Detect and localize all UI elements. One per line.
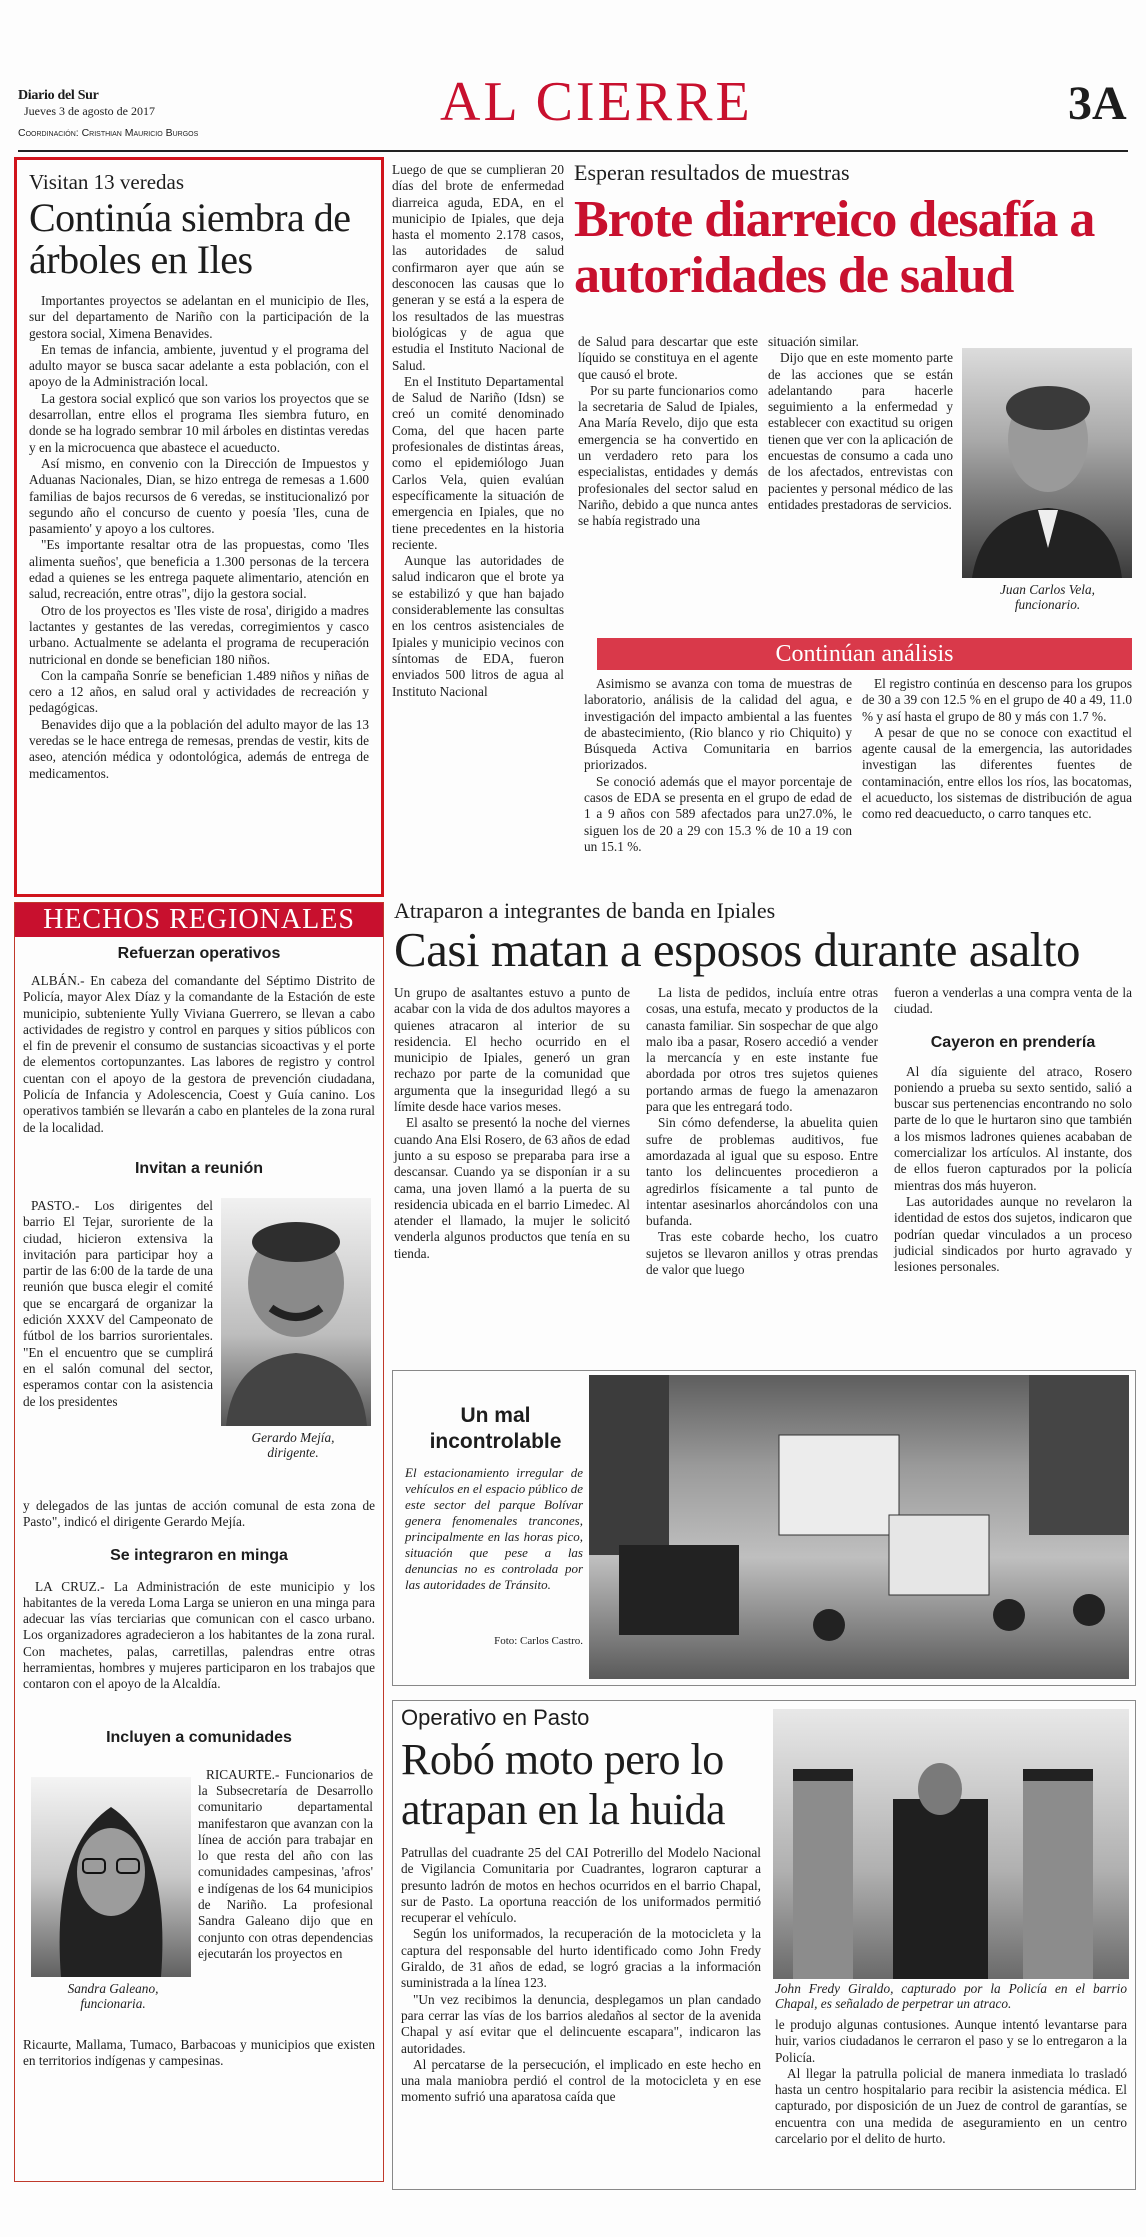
analisis-left-paragraph: Asimismo se avanza con toma de muestras de laboratorio, análisis de la calidad del agua, e investigación del impacto ambiental a las fuentes de abastecimiento, (Rio blanco y rio Chiquito) y Búsqueda Activa Comunitaria en barrios priorizados.: [584, 676, 852, 773]
capture-illustration: [773, 1709, 1129, 1979]
regionales-banner-text: HECHOS REGIONALES: [43, 904, 355, 935]
mal-title: Un mal incontrolable: [429, 1404, 562, 1453]
asalto-c3-paragraph: fueron a venderlas a una compra venta de la ciudad.: [894, 985, 1132, 1017]
portrait-illustration: [962, 348, 1132, 578]
asalto-c2-paragraph: Tras este cobarde hecho, los cuatro sujetos se llevaron anillos y otras prendas de valor que luego: [646, 1229, 878, 1278]
asalto-c1-paragraph: Un grupo de asaltantes estuvo a punto de acabar con la vida de dos adultos mayores a quienes atracaron al interior de su residencia. El hecho ocurrido en el municipio de Ipiales, generó un gran rechazo por parte de la comunidad que argumenta que la inseguridad llegó a su límite desde hace varios meses.: [394, 985, 630, 1115]
brote-col2: [578, 334, 758, 530]
analisis-banner: [597, 638, 1132, 670]
minga-title: Se integraron en minga: [110, 1546, 288, 1564]
mejia-caption: Gerardo Mejía, dirigente.: [251, 1429, 335, 1460]
mal-text: El estacionamiento irregular de vehículos en el espacio público de este sector del parque Bolívar genera fenomenales trancones, principalmente en las horas pico, situación que pese a las denuncias no es controlada por las autoridades de Tránsito.: [405, 1465, 583, 1592]
invitan-title: Invitan a reunión: [134, 1159, 263, 1177]
traffic-illustration: [589, 1375, 1129, 1679]
asalto-c1-paragraph: El asalto se presentó la noche del viernes cuando Ana Elsi Rosero, de 63 años de edad junto a su esposo se preparaba para irse a descansar. Cuando ya se disponían ir a su cama, una joven llamó a la puerta de su residencia ubicada en el barrio Limedec. Al atender el llamado, la mujer le solicitó venderla algunos productos que tenía en su tienda.: [394, 1115, 630, 1261]
regionales-banner: [15, 903, 383, 937]
moto-paragraph: Al percatarse de la persecución, el implicado en este hecho en una mala maniobra perdió el control de la motocicleta y en ese momento sufrió una aparatosa caída que: [401, 2056, 761, 2105]
iles-paragraph: La gestora social explicó que son varios los proyectos que se desarrollan, entre ellos el programa Iles siembra futuro, en donde se ha logrado sembrar 10 mil árboles en distintas veredas y en la microcuenca que abastece el acueducto.: [29, 390, 369, 455]
brote-kicker: Esperan resultados de muestras: [574, 160, 850, 185]
invitan-text: PASTO.- Los dirigentes del barrio El Tejar, suroriente de la ciudad, hicieron extensiva la invitación para participar hoy a partir de las 6:00 de la tarde de una reunión que busca elegir el comité que se encargará de organizar la edición XXXV del Campeonato de fútbol de los barrios surorientales. "En el encuentro que se cumplirá en el salón comunal del sector, esperamos contar con la asistencia de los presidentes: [23, 1197, 213, 1409]
iles-paragraph: "Es importante resaltar otra de las propuestas, como 'Iles alimenta sueños', que beneficia a 1.300 personas de la tercera edad a quienes se les entrega paquete alimentario, atención en salud, recreación, entre otras", dijo la gestora social.: [29, 537, 369, 602]
prenderia-subhead: Cayeron en prendería: [930, 1033, 1096, 1051]
portrait-illustration-2: [221, 1198, 371, 1426]
brote-c2-paragraph: de Salud para descartar que este líquido se constituya en el agente que causó el brote.: [578, 334, 758, 382]
masthead: [18, 88, 248, 148]
galeano-caption: Sandra Galeano, funcionaria.: [67, 1980, 159, 2011]
iles-paragraph: Importantes proyectos se adelantan en el municipio de Iles, sur del departamento de Nariño con la participación de la gestora social, Ximena Benavides.: [29, 293, 369, 341]
brote-col3: [768, 334, 953, 513]
brote-c1-paragraph: En el Instituto Departamental de Salud de Nariño (Idsn) se creó un comité denominado Coma, del que hacen parte profesionales de distintas áreas, como el epidemiólogo Juan Carlos Vela, quien evalúan específicamente la situación de emergencia en Ipiales, que no tiene precedentes en la historia reciente.: [392, 373, 564, 552]
moto-paragraph: Patrullas del cuadrante 25 del CAI Potrerillo del Modelo Nacional de Vigilancia Comunitaria por Cuadrantes, lograron capturar a presunto ladrón de motos en hechos ocurridos en el barrio Chapal, sur de Pasto. La oportuna reacción de los uniformados permitió recuperar el vehículo.: [401, 1845, 761, 1926]
iles-paragraph: Así mismo, en convenio con la Dirección de Impuestos y Aduanas Nacionales, Dian, se hizo entrega de remesas a 1.600 familias de bajos recursos de 6 veredas, se institucionalizó por segundo año el concurso de cuento y poesía 'Iles, cuna de pasamiento' y apoyo a los cultores.: [29, 455, 369, 537]
capture-photo: [773, 1709, 1129, 1979]
asalto-c3b-paragraph: Las autoridades aunque no revelaron la identidad de estos dos sujetos, indicaron que podrían quedar vinculados a un proceso judicial sindicados por hurto agravado y lesiones personales.: [894, 1193, 1132, 1275]
brote-headline: Brote diarreico desafía a autoridades de salud: [574, 191, 1095, 304]
issue-date: Jueves 3 de agosto de 2017: [24, 104, 155, 118]
comunidades-text-cont: Ricaurte, Mallama, Tumaco, Barbacoas y municipios que existen en territorios indígenas y campesinas.: [23, 2036, 375, 2068]
moto-kicker: Operativo en Pasto: [401, 1705, 590, 1730]
portrait-illustration-3: [31, 1777, 191, 1977]
iles-article: [14, 157, 384, 897]
moto-r-paragraph: le produjo algunas contusiones. Aunque intentó levantarse para huir, varios ciudadanos le cerraron el paso y se lo entregaron a la Policía.: [775, 2017, 1127, 2065]
header-rule: [18, 150, 1128, 152]
iles-paragraph: Benavides dijo que a la población del adulto mayor de las 13 veredas se le hace entrega de remesas, prendas de vestir, kits de aseo, atención médica y odontológica, además de entrega de medicamentos.: [29, 716, 369, 781]
asalto-col2: [646, 985, 878, 1278]
vela-caption: Juan Carlos Vela, funcionario.: [1000, 582, 1095, 612]
asalto-c3b-paragraph: Al día siguiente del atraco, Rosero poniendo a prueba su sexto sentido, salió a buscar sus pertenencias encontrando no solo parte de lo que le hurtaron sino que también a los mismos ladrones quienes acababan de comercializar los artículos. Al instante, dos de ellos fueron capturados por la policía mientras dos más huyeron.: [894, 1063, 1132, 1193]
comunidades-text: RICAURTE.- Funcionarios de la Subsecretaría de Desarrollo comunitario departamental manifestaron que avanzan con la línea de acción para trabajar en lo que resta del año con las comunidades campesinas, 'afros' e indígenas de los 64 municipios de Nariño. La profesional Sandra Galeano dijo que en conjunto con otras dependencias ejecutarán los proyectos en: [198, 1766, 373, 1961]
moto-headline: Robó moto pero lo atrapan en la huida: [401, 1735, 726, 1834]
iles-paragraph: Con la campaña Sonríe se benefician 1.489 niños y niñas de cero a 12 años, en salud oral y actividades de recreación y pedagógicas.: [29, 667, 369, 716]
moto-paragraph: "Un vez recibimos la denuncia, desplegamos un plan candado para cerrar las vías de los barrios aledaños al sector de la avenida Chapal y así evitar que el delincuente escapara", indicaron las autoridades.: [401, 1991, 761, 2056]
analisis-left-paragraph: Se conoció además que el mayor porcentaje de casos de EDA se presenta en el grupo de edad de 1 a 9 años con 589 afectados para un27.0%, le siguen los de 20 a 29 con 15.3 % de 10 a 19 con un 15.1 %.: [584, 773, 852, 854]
iles-headline: Continúa siembra de árboles en Iles: [29, 195, 351, 282]
sandra-galeano-photo: [31, 1777, 191, 1977]
refuerzan-text: ALBÁN.- En cabeza del comandante del Séptimo Distrito de Policía, mayor Alex Díaz y la comandante de la Estación de este municipio, subteniente Yully Viviana Guerrero, se llevan a cabo actividades de registro y control en parques y sitios públicos con el fin de prevenir el consumo de sustancias sicoactivas y el porte de elementos cortopunzantes. Las labores de registro y control cuentan con el apoyo de la gestora de prevención ciudadana, Policía de Infancia y Adolescencia, Coest y Guía canino. Los operativos también se llevarán a cabo en planteles de la zona rural de la localidad.: [23, 973, 375, 1135]
iles-body: [29, 293, 369, 782]
asalto-c2-paragraph: Sin cómo defenderse, la abuelita quien sufre de problemas auditivos, fue amordazada al igual que su esposo. Entre tanto los delincuentes procedieron a agredirlos físicamente a tal punto de intentar asesinarlos ahorcándolos con una bufanda.: [646, 1115, 878, 1229]
coordinator: Coordinación: Cristhian Mauricio Burgos: [18, 127, 199, 139]
asalto-c2-paragraph: La lista de pedidos, incluía entre otras cosas, una estufa, mecato y productos de la canasta familiar. Sin sospechar de que algo malo iba a pasar, Rosero accedió a vender la mercancía y en este instante fue abordada por otros tres sujetos quienes portando armas de fuego la amenazaron para que les entregará todo.: [646, 985, 878, 1115]
asalto-kicker: Atraparon a integrantes de banda en Ipiales: [394, 898, 776, 923]
mal-credit: Foto: Carlos Castro.: [494, 1635, 583, 1647]
analisis-right-paragraph: A pesar de que no se conoce con exactitud el agente causal de la emergencia, las autoridades investigan las diferentes fuentes de contaminación, entre ellos los ríos, las bocatomas, el acueducto, los sistemas de distribución de agua como red deacueducto, o carro tanques etc.: [862, 724, 1132, 822]
analisis-left: [584, 676, 852, 855]
iles-paragraph: En temas de infancia, ambiente, juventud y el programa del adulto mayor se busca sacar adelante a esta población, con el apoyo de la Administración local.: [29, 341, 369, 390]
invitan-text-cont: y delegados de las juntas de acción comunal de esta zona de Pasto", indicó el dirigente Gerardo Mejía.: [23, 1497, 375, 1530]
juan-carlos-vela-photo: [962, 348, 1132, 578]
iles-kicker: Visitan 13 veredas: [29, 170, 185, 194]
brote-c2-paragraph: Por su parte funcionarios como la secretaria de Salud de Ipiales, Ana María Revelo, dijo que esta emergencia se ha convertido en un verdadero reto para los especialistas, entidades y demás profesionales del sector salud en Nariño, debido a que nunca antes se había registrado una: [578, 382, 758, 529]
mal-incontrolable-box: [392, 1370, 1136, 1686]
paper-logo: Diario del Sur: [18, 88, 99, 103]
brote-c1-paragraph: Luego de que se cumplieran 20 días del brote de enfermedad diarreica aguda, EDA, en el municipio de Ipiales, que deja hasta el momento 2.178 casos, las autoridades de salud confirmaron ayer que aún se desconocen las causas que lo generan y se está a la espera de los resultados de las muestras biológicas y de agua que estudia el Instituto Nacional de Salud.: [392, 162, 564, 373]
brote-col1: [392, 162, 564, 897]
analisis-right-paragraph: El registro continúa en descenso para los grupos de 30 a 39 con 12.5 % en el grupo de 40 a 49, 11.0 % y así hasta el grupo de 80 y más con 1.7 %.: [862, 676, 1132, 724]
analisis-title: Continúan análisis: [775, 641, 954, 667]
gerardo-mejia-photo: [221, 1198, 371, 1426]
section-title: AL CIERRE: [440, 71, 753, 133]
asalto-headline: Casi matan a esposos durante asalto: [394, 922, 1081, 977]
page-number: 3A: [1068, 77, 1127, 130]
moto-caption: John Fredy Giraldo, capturado por la Policía en el barrio Chapal, es señalado de perpetrar un atraco.: [775, 1981, 1127, 2011]
analisis-right: [862, 676, 1132, 823]
asalto-col1: [394, 985, 630, 1262]
regionales-section: [14, 902, 384, 2182]
traffic-photo: [589, 1375, 1129, 1679]
minga-text: LA CRUZ.- La Administración de este municipio y los habitantes de la vereda Loma Larga se unieron en una minga para adecuar las vías terciarias que comunican con el casco urbano. Los organizadores agradecieron a los habitantes de la zona rural. Con machetes, palas, carretillas, palendras entre otras herramientas, hombres y mujeres participaron en los trabajos que contaron con el apoyo de la Alcaldía.: [23, 1578, 375, 1692]
asalto-col3: [894, 985, 1132, 1275]
moto-paragraph: Según los uniformados, la recuperación de la motocicleta y la captura del responsable del hurto identificado como John Fredy Giraldo, de 31 años de edad, se logró gracias a la información suministrada a la línea 123.: [401, 1926, 761, 1991]
refuerzan-title: Refuerzan operativos: [117, 945, 281, 962]
moto-article: [392, 1700, 1136, 2190]
brote-c3-paragraph: situación similar.: [768, 334, 859, 349]
iles-paragraph: Otro de los proyectos es 'Iles viste de rosa', dirigido a madres lactantes y gestantes de las veredas, corregimientos y casco urbano. Actualmente se adelanta el programa de recuperación nutricional en donde se benefician 180 niños.: [29, 602, 369, 667]
moto-r-paragraph: Al llegar la patrulla policial de manera inmediata lo trasladó hasta un centro hospitalario para recibir la asistencia médica. El capturado, por disposición de un Juez de control de garantías, se encuentra con una medida de aseguramiento en un centro carcelario por el delito de hurto.: [775, 2065, 1127, 2147]
comunidades-title: Incluyen a comunidades: [106, 1728, 292, 1746]
brote-c3-paragraph: Dijo que en este momento parte de las acciones que se están adelantando para hacerle seguimiento a la enfermedad y establecer con exactitud su origen tienen que ver con la aplicación de encuestas de consumo a cada uno de los afectados, entrevistas con pacientes y personal médico de las entidades prestadoras de servicios.: [768, 350, 953, 512]
brote-c1-paragraph: Aunque las autoridades de salud indicaron que el brote ya se estabilizó y que han bajado considerablemente las consultas en los centros asistenciales de Ipiales y municipio vecinos con síntomas de EDA, fueron enviados 500 litros de agua al Instituto Nacional: [392, 553, 564, 699]
